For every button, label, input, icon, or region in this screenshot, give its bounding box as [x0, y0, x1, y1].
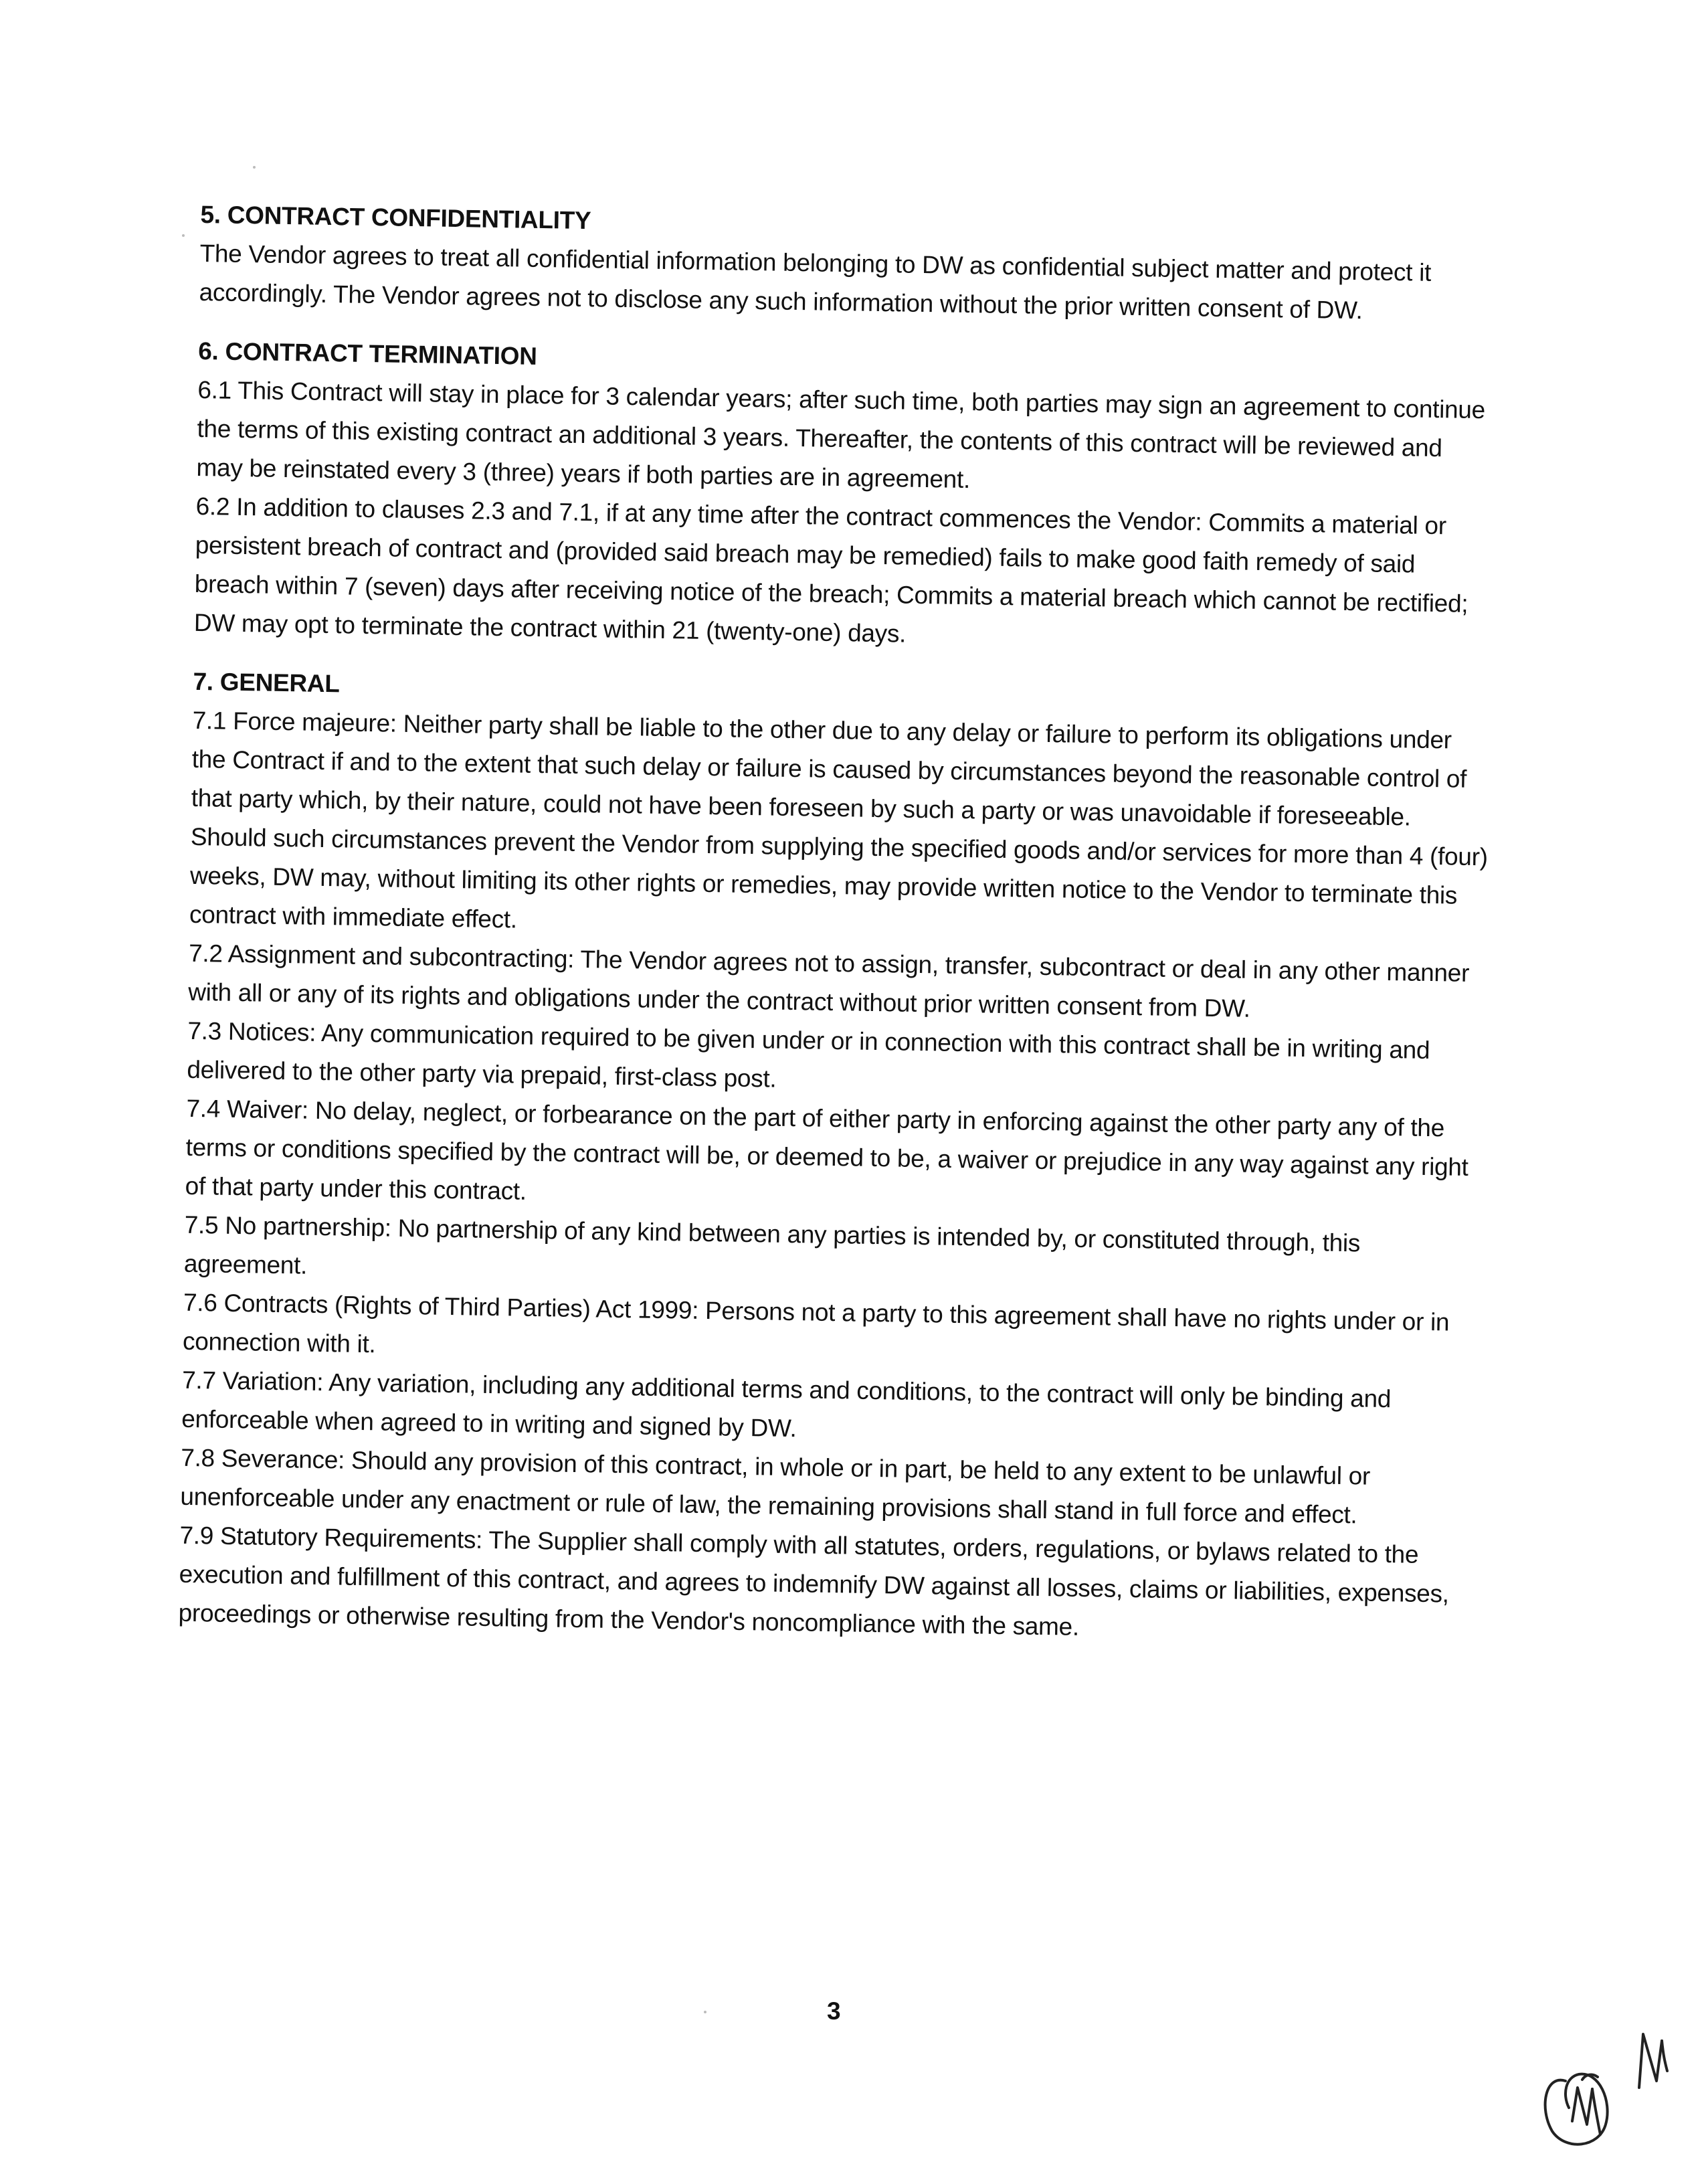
clause-paragraph: The Vendor agrees to treat all confidential information belonging to DW as confidential subject matter and protect it accordingly. The Vendor agrees not to disclose any such information without the prior written consent of DW.	[199, 239, 1432, 325]
clause-7-8: 7.8 Severance: Should any provision of this contract, in whole or in part, be held to any extent to be unlawful or unenforceable under any enactment or rule of law, the remaining provisions shall stand in full force and effect.	[180, 1443, 1371, 1529]
section-general	[178, 662, 1491, 1653]
clause-7-1: 7.1 Force majeure: Neither party shall be liable to the other due to any delay or failure to perform its obligations under the Contract if and to the extent that such delay or failure is caused by circumstances beyond the reasonable control of that party which, by their nature, could not have been foreseen by such a party or was unavoidable if foreseeable. Should such circumstances prevent the Vendor from supplying the specified goods and/or services for more than 4 (four) weeks, DW may, without limiting its other rights or remedies, may provide written notice to the Vendor to terminate this contract with immediate effect.	[189, 706, 1489, 933]
scan-speck	[182, 234, 185, 237]
clause-7-3: 7.3 Notices: Any communication required to be given under or in connection with this contract shall be in writing and delivered to the other party via prepaid, first-class post.	[187, 1016, 1430, 1093]
contract-page-body	[178, 195, 1499, 1673]
section-heading: 6. CONTRACT TERMINATION	[198, 337, 537, 370]
scan-speck	[704, 2011, 706, 2013]
clause-7-6: 7.6 Contracts (Rights of Third Parties) Act 1999: Persons not a party to this agreement shall have no rights under or in connection with it.	[182, 1288, 1450, 1358]
clause-7-7: 7.7 Variation: Any variation, including any additional terms and conditions, to the contract will only be binding and enforceable when agreed to in writing and signed by DW.	[181, 1366, 1392, 1443]
clause-6-1: 6.1 This Contract will stay in place for 3 calendar years; after such time, both parties may sign an agreement to continue the terms of this existing contract an additional 3 years. Thereafter, the contents of this contract will be reviewed and may be reinstated every 3 (three) years if both parties are in agreement.	[196, 375, 1486, 494]
scan-speck	[253, 166, 256, 169]
clause-6-2: 6.2 In addition to clauses 2.3 and 7.1, if at any time after the contract commences the Vendor: Commits a material or persistent breach of contract and (provided said breach may be remedied) fails to make good faith remedy of said breach within 7 (seven) days after receiving notice of the breach; Commits a material breach which cannot be rectified; DW may opt to terminate the contract within 21 (twenty-one) days.	[193, 492, 1469, 648]
handwritten-initials-signature	[1525, 2007, 1686, 2155]
clause-7-9: 7.9 Statutory Requirements: The Supplier shall comply with all statutes, orders, regulations, or bylaws related to the execution and fulfillment of this contract, and agrees to indemnify DW against all losses, claims or liabilities, expenses, proceedings or otherwise resulting from the Vendor's noncompliance with the same.	[178, 1521, 1450, 1641]
section-contract-confidentiality	[199, 195, 1498, 332]
clause-7-5: 7.5 No partnership: No partnership of any kind between any parties is intended by, or constituted through, this agreement.	[183, 1210, 1361, 1279]
section-contract-termination	[194, 332, 1497, 662]
clause-7-4: 7.4 Waiver: No delay, neglect, or forbearance on the part of either party in enforcing against the other party any of the terms or conditions specified by the contract will be, or deemed to be, a waiver or prejudice in any way against any right of that party under this contract.	[185, 1094, 1469, 1205]
clause-7-2: 7.2 Assignment and subcontracting: The Vendor agrees not to assign, transfer, subcontract or deal in any other manner with all or any of its rights and obligations under the contract without prior written consent from DW.	[187, 939, 1470, 1022]
section-heading: 5. CONTRACT CONFIDENTIALITY	[200, 200, 591, 235]
section-heading: 7. GENERAL	[193, 667, 340, 698]
page-number: 3	[827, 1997, 841, 2025]
